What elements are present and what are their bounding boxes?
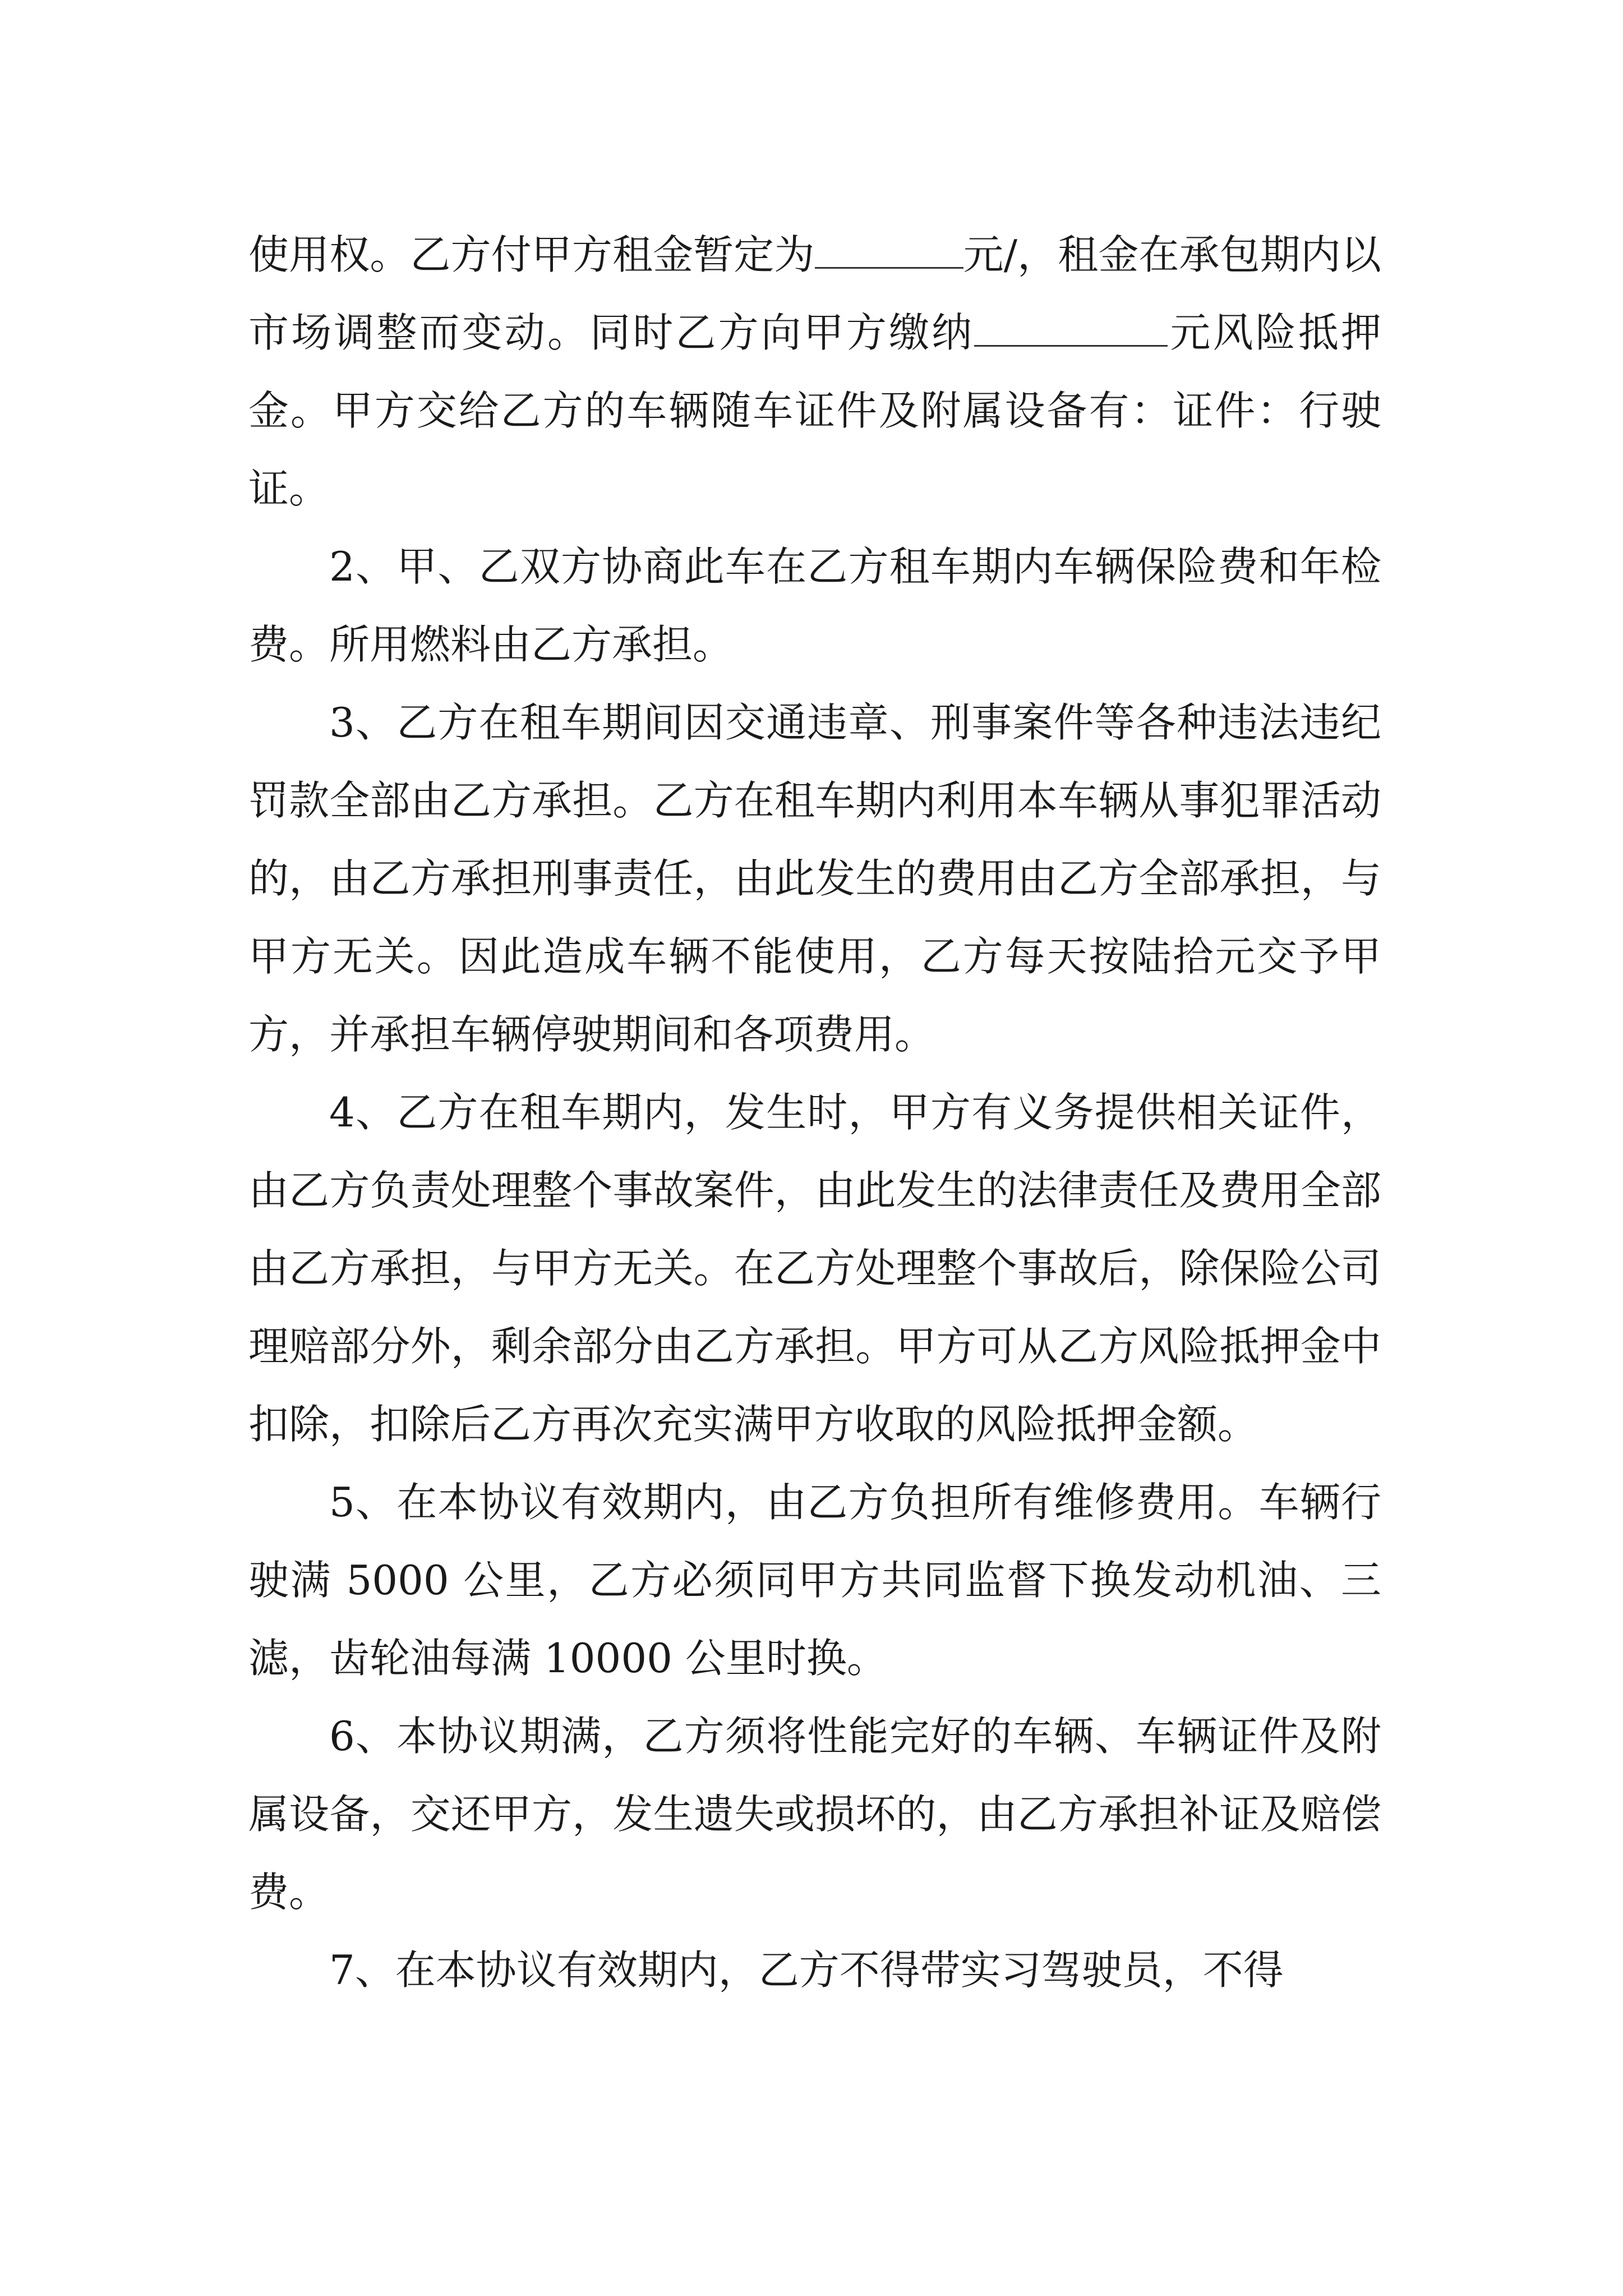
paragraph-rent-and-deposit (248, 216, 1381, 528)
clause-4-accidents: 4、乙方在租车期内，发生时，甲方有义务提供相关证件，由乙方负责处理整个事故案件，由此发生的法律责任及费用全部由乙方承担，与甲方无关。在乙方处理整个事故后，除保险公司理赔部分外，剩余部分由乙方承担。甲方可从乙方风险抵押金中扣除，扣除后乙方再次充实满甲方收取的风险抵押金额。 (248, 1089, 1381, 1448)
document-body (248, 216, 1381, 2009)
clause-7-drivers: 7、在本协议有效期内，乙方不得带实习驾驶员，不得 (329, 1947, 1284, 1994)
paragraph-text: 元/，租金在承包期内以市场调整而变动。同时乙方向甲方缴纳 (248, 231, 1381, 356)
paragraph-text: 使用权。乙方付甲方租金暂定为 (248, 231, 815, 278)
clause-3-violations: 3、乙方在租车期间因交通违章、刑事案件等各种违法违纪罚款全部由乙方承担。乙方在租车期内利用本车辆从事犯罪活动的，由乙方承担刑事责任，由此发生的费用由乙方全部承担，与甲方无关。因此造成车辆不能使用，乙方每天按陆拾元交予甲方，并承担车辆停驶期间和各项费用。 (248, 699, 1381, 1058)
paragraph-text: 元风险抵押金。甲方交给乙方的车辆随车证件及附属设备有：证件：行驶证。 (248, 309, 1381, 512)
clause-6-return: 6、本协议期满，乙方须将性能完好的车辆、车辆证件及附属设备，交还甲方，发生遗失或损坏的，由乙方承担补证及赔偿费。 (248, 1713, 1381, 1916)
rent-amount-blank (815, 232, 963, 269)
clause-2-insurance: 2、甲、乙双方协商此车在乙方租车期内车辆保险费和年检费。所用燃料由乙方承担。 (248, 543, 1381, 668)
deposit-amount-blank (974, 310, 1168, 347)
clause-5-maintenance: 5、在本协议有效期内，由乙方负担所有维修费用。车辆行驶满 5000 公里，乙方必须同甲方共同监督下换发动机油、三滤，齿轮油每满 10000 公里时换。 (248, 1479, 1381, 1682)
